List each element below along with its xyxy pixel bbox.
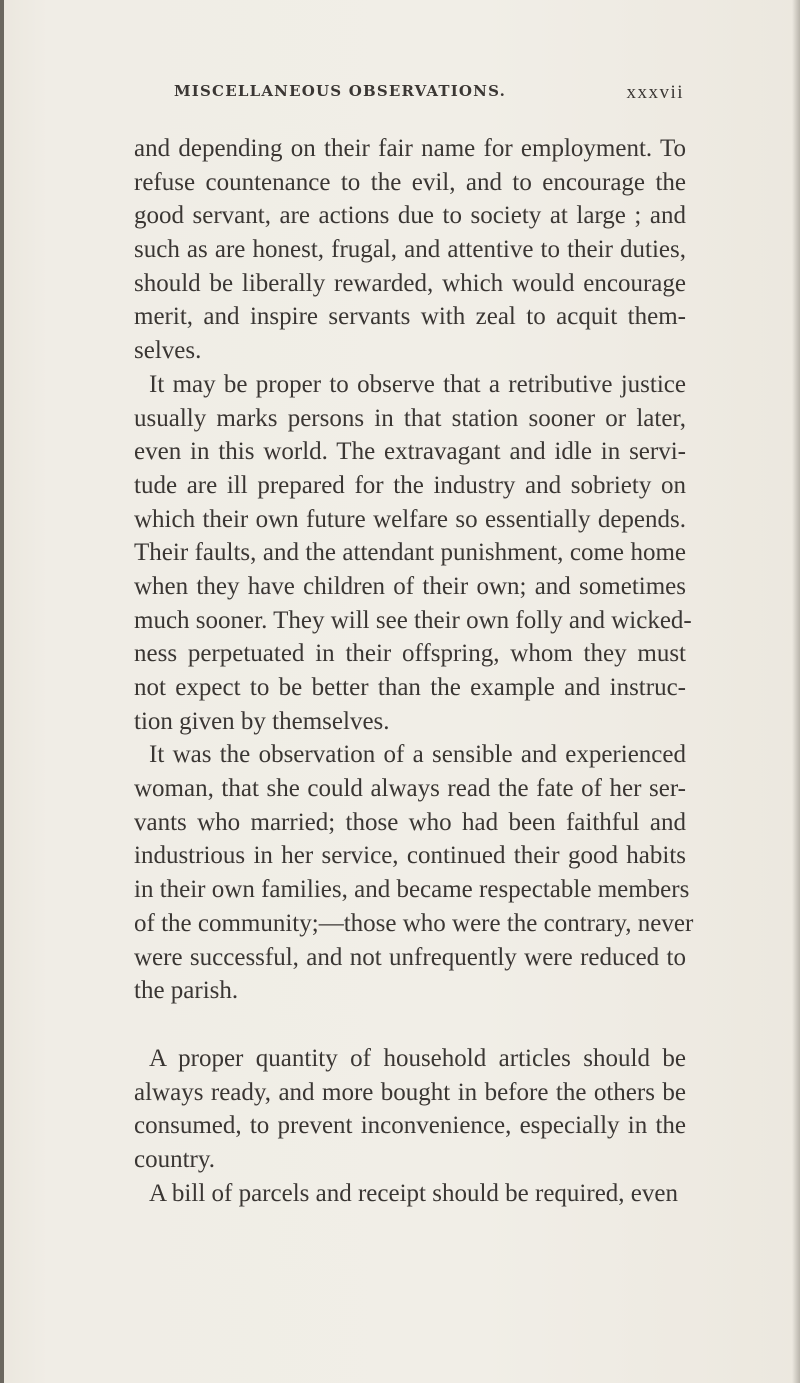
text-line: not expect to be better than the example and instruc- bbox=[134, 674, 686, 701]
paragraph bbox=[134, 738, 694, 1008]
text-line: which their own future welfare so essentially depends. bbox=[134, 505, 686, 533]
text-line: in their own families, and became respectable members bbox=[134, 876, 690, 904]
text-line: the parish. bbox=[134, 977, 239, 1005]
text-line: consumed, to prevent inconvenience, especially in the bbox=[134, 1112, 686, 1140]
text-line: always ready, and more bought in before the others be bbox=[134, 1078, 686, 1106]
text-line: when they have children of their own; and sometimes bbox=[134, 572, 686, 600]
text-line: such as are honest, frugal, and attentive to their duties, bbox=[134, 236, 686, 264]
paragraph bbox=[134, 368, 692, 739]
page-number: xxxvii bbox=[626, 82, 684, 103]
text-line: merit, and inspire servants with zeal to acquit them- bbox=[134, 303, 686, 331]
text-line: ness perpetuated in their offspring, whom they must bbox=[134, 640, 686, 668]
page-binding-edge bbox=[0, 0, 4, 1383]
page-header bbox=[174, 82, 684, 112]
text-line: good servant, are actions due to society at large ; and bbox=[134, 202, 686, 230]
text-line: woman, that she could always read the fate of her ser- bbox=[134, 775, 686, 803]
text-line: tude are ill prepared for the industry and sobriety on bbox=[134, 471, 686, 499]
text-line: country. bbox=[134, 1145, 215, 1173]
running-title: MISCELLANEOUS OBSERVATIONS. bbox=[174, 82, 507, 100]
text-line: much sooner. They will see their own folly and wicked- bbox=[134, 606, 692, 634]
text-line: industrious in her service, continued their good habits bbox=[134, 842, 686, 870]
text-line: vants who married; those who had been faithful and bbox=[134, 808, 686, 836]
page-right-edge bbox=[792, 0, 800, 1383]
paragraph bbox=[134, 1042, 686, 1177]
text-line: should be liberally rewarded, which would encourage bbox=[134, 269, 686, 297]
text-line: It may be proper to observe that a retributive justice bbox=[149, 370, 686, 398]
text-line: even in this world. The extravagant and idle in servi- bbox=[134, 438, 686, 466]
text-line: A proper quantity of household articles should be bbox=[149, 1044, 686, 1072]
text-line: It was the observation of a sensible and experienced bbox=[149, 741, 686, 769]
body-text bbox=[134, 132, 694, 1210]
section-gap bbox=[134, 1008, 686, 1042]
text-line: and depending on their fair name for employment. To bbox=[134, 135, 686, 162]
text-line: refuse countenance to the evil, and to encourage the bbox=[134, 168, 686, 196]
paragraph bbox=[134, 132, 686, 368]
text-line: usually marks persons in that station sooner or later, bbox=[134, 404, 686, 432]
text-line: Their faults, and the attendant punishment, come home bbox=[134, 539, 686, 567]
text-line: selves. bbox=[134, 337, 202, 365]
paragraph bbox=[134, 1177, 686, 1211]
text-line: tion given by themselves. bbox=[134, 707, 390, 735]
text-line: were successful, and not unfrequently were reduced to bbox=[134, 943, 686, 971]
text-line: of the community;—those who were the contrary, never bbox=[134, 909, 694, 937]
text-line: A bill of parcels and receipt should be required, even bbox=[149, 1179, 678, 1207]
